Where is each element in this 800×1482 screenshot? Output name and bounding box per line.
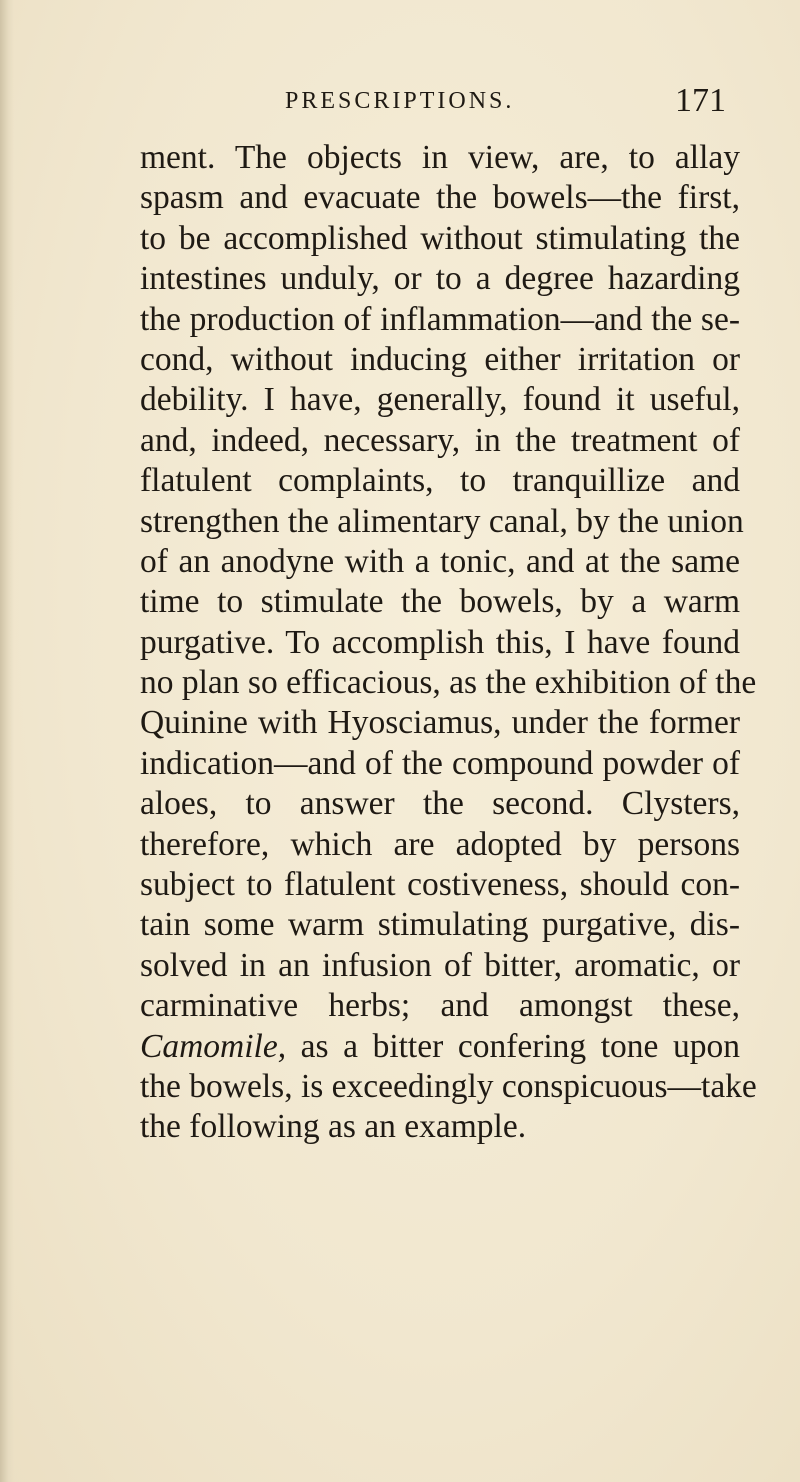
text-line: the production of inflammation—and the se-: [140, 300, 740, 338]
text-line: no plan so efficacious, as the exhibition of the: [140, 664, 757, 702]
text-line: solved in an infusion of bitter, aromatic, or: [140, 946, 740, 984]
body-text: [140, 138, 757, 1148]
text-line: tain some warm stimulating purgative, dis-: [140, 906, 740, 944]
text-line: purgative. To accomplish this, I have found: [140, 623, 740, 661]
text-line: Quinine with Hyosciamus, under the former: [140, 704, 740, 742]
text-line: therefore, which are adopted by persons: [140, 825, 740, 863]
text-line: debility. I have, generally, found it useful,: [140, 381, 740, 419]
text-line: carminative herbs; and amongst these,: [140, 987, 740, 1025]
text-line: subject to flatulent costiveness, should con-: [140, 866, 740, 904]
page-number: 171: [675, 82, 726, 119]
text-line: of an anodyne with a tonic, and at the same: [140, 542, 740, 580]
text-line: intestines unduly, or to a degree hazarding: [140, 260, 740, 298]
text-line: and, indeed, necessary, in the treatment of: [140, 421, 740, 459]
text-line-last: the following as an example.: [140, 1108, 527, 1146]
text-line: the bowels, is exceedingly conspicuous—take: [140, 1067, 757, 1105]
italic-term: Camomile,: [140, 1027, 287, 1065]
running-title: PRESCRIPTIONS.: [285, 88, 515, 114]
text-line: time to stimulate the bowels, by a warm: [140, 583, 740, 621]
text-line-mixed: [140, 1027, 740, 1067]
text-line: cond, without inducing either irritation or: [140, 340, 740, 378]
text-fragment: as a bitter confering tone upon: [286, 1027, 740, 1065]
text-line: ment. The objects in view, are, to allay: [140, 139, 740, 176]
text-line: indication—and of the compound powder of: [140, 744, 740, 782]
text-line: flatulent complaints, to tranquillize and: [140, 462, 740, 500]
text-line: aloes, to answer the second. Clysters,: [140, 785, 740, 823]
page-binding-edge: [0, 0, 14, 1482]
text-line: strengthen the alimentary canal, by the union: [140, 502, 744, 540]
text-line: to be accomplished without stimulating the: [140, 219, 740, 257]
running-head: [140, 82, 740, 128]
text-line: spasm and evacuate the bowels—the first,: [140, 179, 740, 217]
